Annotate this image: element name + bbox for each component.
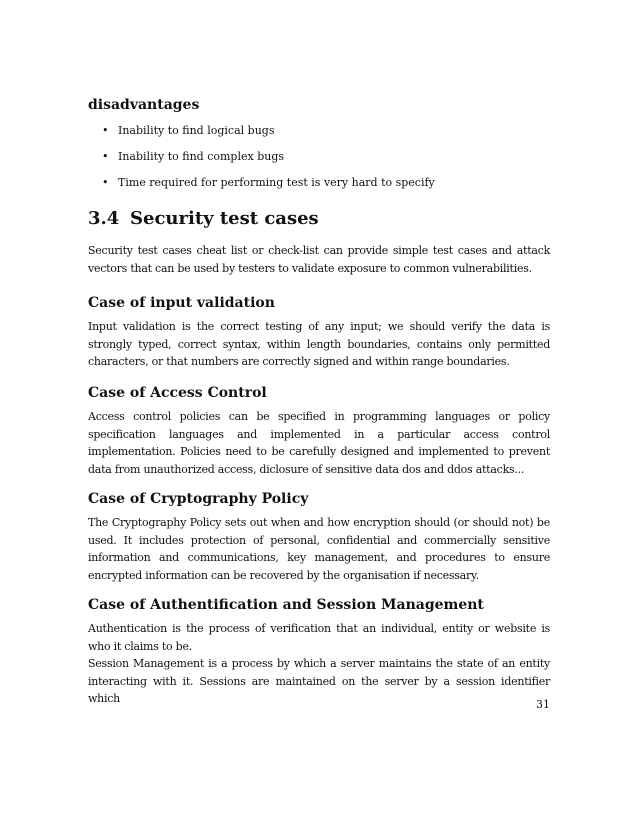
subsection-heading: Case of input validation	[88, 295, 275, 311]
subsection-body: The Cryptography Policy sets out when and how encryption should (or should not) be used. It includes protection of personal, confidential and commercially sensitive information and communications, key management, and procedures to ensure encrypted information can be recovered by the organisation if necessary.	[88, 516, 550, 582]
subsection-heading: Case of Authentification and Session Management	[88, 597, 484, 613]
subsection-input-validation	[88, 294, 550, 312]
disadvantages-list-block	[88, 124, 550, 202]
section-intro-block	[88, 242, 550, 277]
section-intro: Security test cases cheat list or check-list can provide simple test cases and attack vectors that can be used by testers to validate exposure to common vulnerabilities.	[88, 244, 550, 275]
subsection-authentication-session	[88, 596, 550, 614]
disadvantages-list	[88, 124, 550, 190]
subsection-cryptography-policy-body	[88, 514, 550, 584]
section-title-text: Security test cases	[130, 208, 319, 229]
list-item	[88, 176, 550, 190]
subsection-body: Authentication is the process of verification that an individual, entity or website is who it claims to be.	[88, 622, 550, 653]
list-item	[88, 124, 550, 138]
subsection-access-control	[88, 384, 550, 402]
disadvantages-heading: disadvantages	[88, 97, 200, 113]
list-item	[88, 150, 550, 164]
bullet-icon: •	[102, 176, 109, 189]
subsection-input-validation-body	[88, 318, 550, 371]
disadvantages-block	[88, 96, 550, 114]
subsection-access-control-body	[88, 408, 550, 478]
section-number: 3.4	[88, 208, 120, 229]
bullet-icon: •	[102, 150, 109, 163]
subsection-heading: Case of Cryptography Policy	[88, 491, 309, 507]
subsection-cryptography-policy	[88, 490, 550, 508]
page-number: 31	[536, 698, 550, 711]
subsection-body: Input validation is the correct testing of any input; we should verify the data is strongly typed, correct syntax, within length boundaries, contains only permitted characters, or that numbers are correctly signed and within range boundaries.	[88, 320, 550, 368]
subsection-heading: Case of Access Control	[88, 385, 267, 401]
list-item-text: Time required for performing test is very hard to specify	[118, 176, 435, 189]
section-title	[88, 208, 550, 230]
subsection-body: Access control policies can be specified in programming languages or policy specification languages and implemented in a particular access control implementation. Policies need to be carefully designed and implemented to prevent data from unauthorized access, diclosure of sensitive data dos and ddos attacks...	[88, 410, 550, 476]
list-item-text: Inability to find logical bugs	[118, 124, 275, 137]
list-item-text: Inability to find complex bugs	[118, 150, 285, 163]
subsection-authentication-session-body	[88, 620, 550, 708]
bullet-icon: •	[102, 124, 109, 137]
subsection-body-continued: Session Management is a process by which a server maintains the state of an entity interacting with it. Sessions are maintained on the server by a session identifier which	[88, 657, 550, 705]
section-heading-block	[88, 208, 550, 230]
